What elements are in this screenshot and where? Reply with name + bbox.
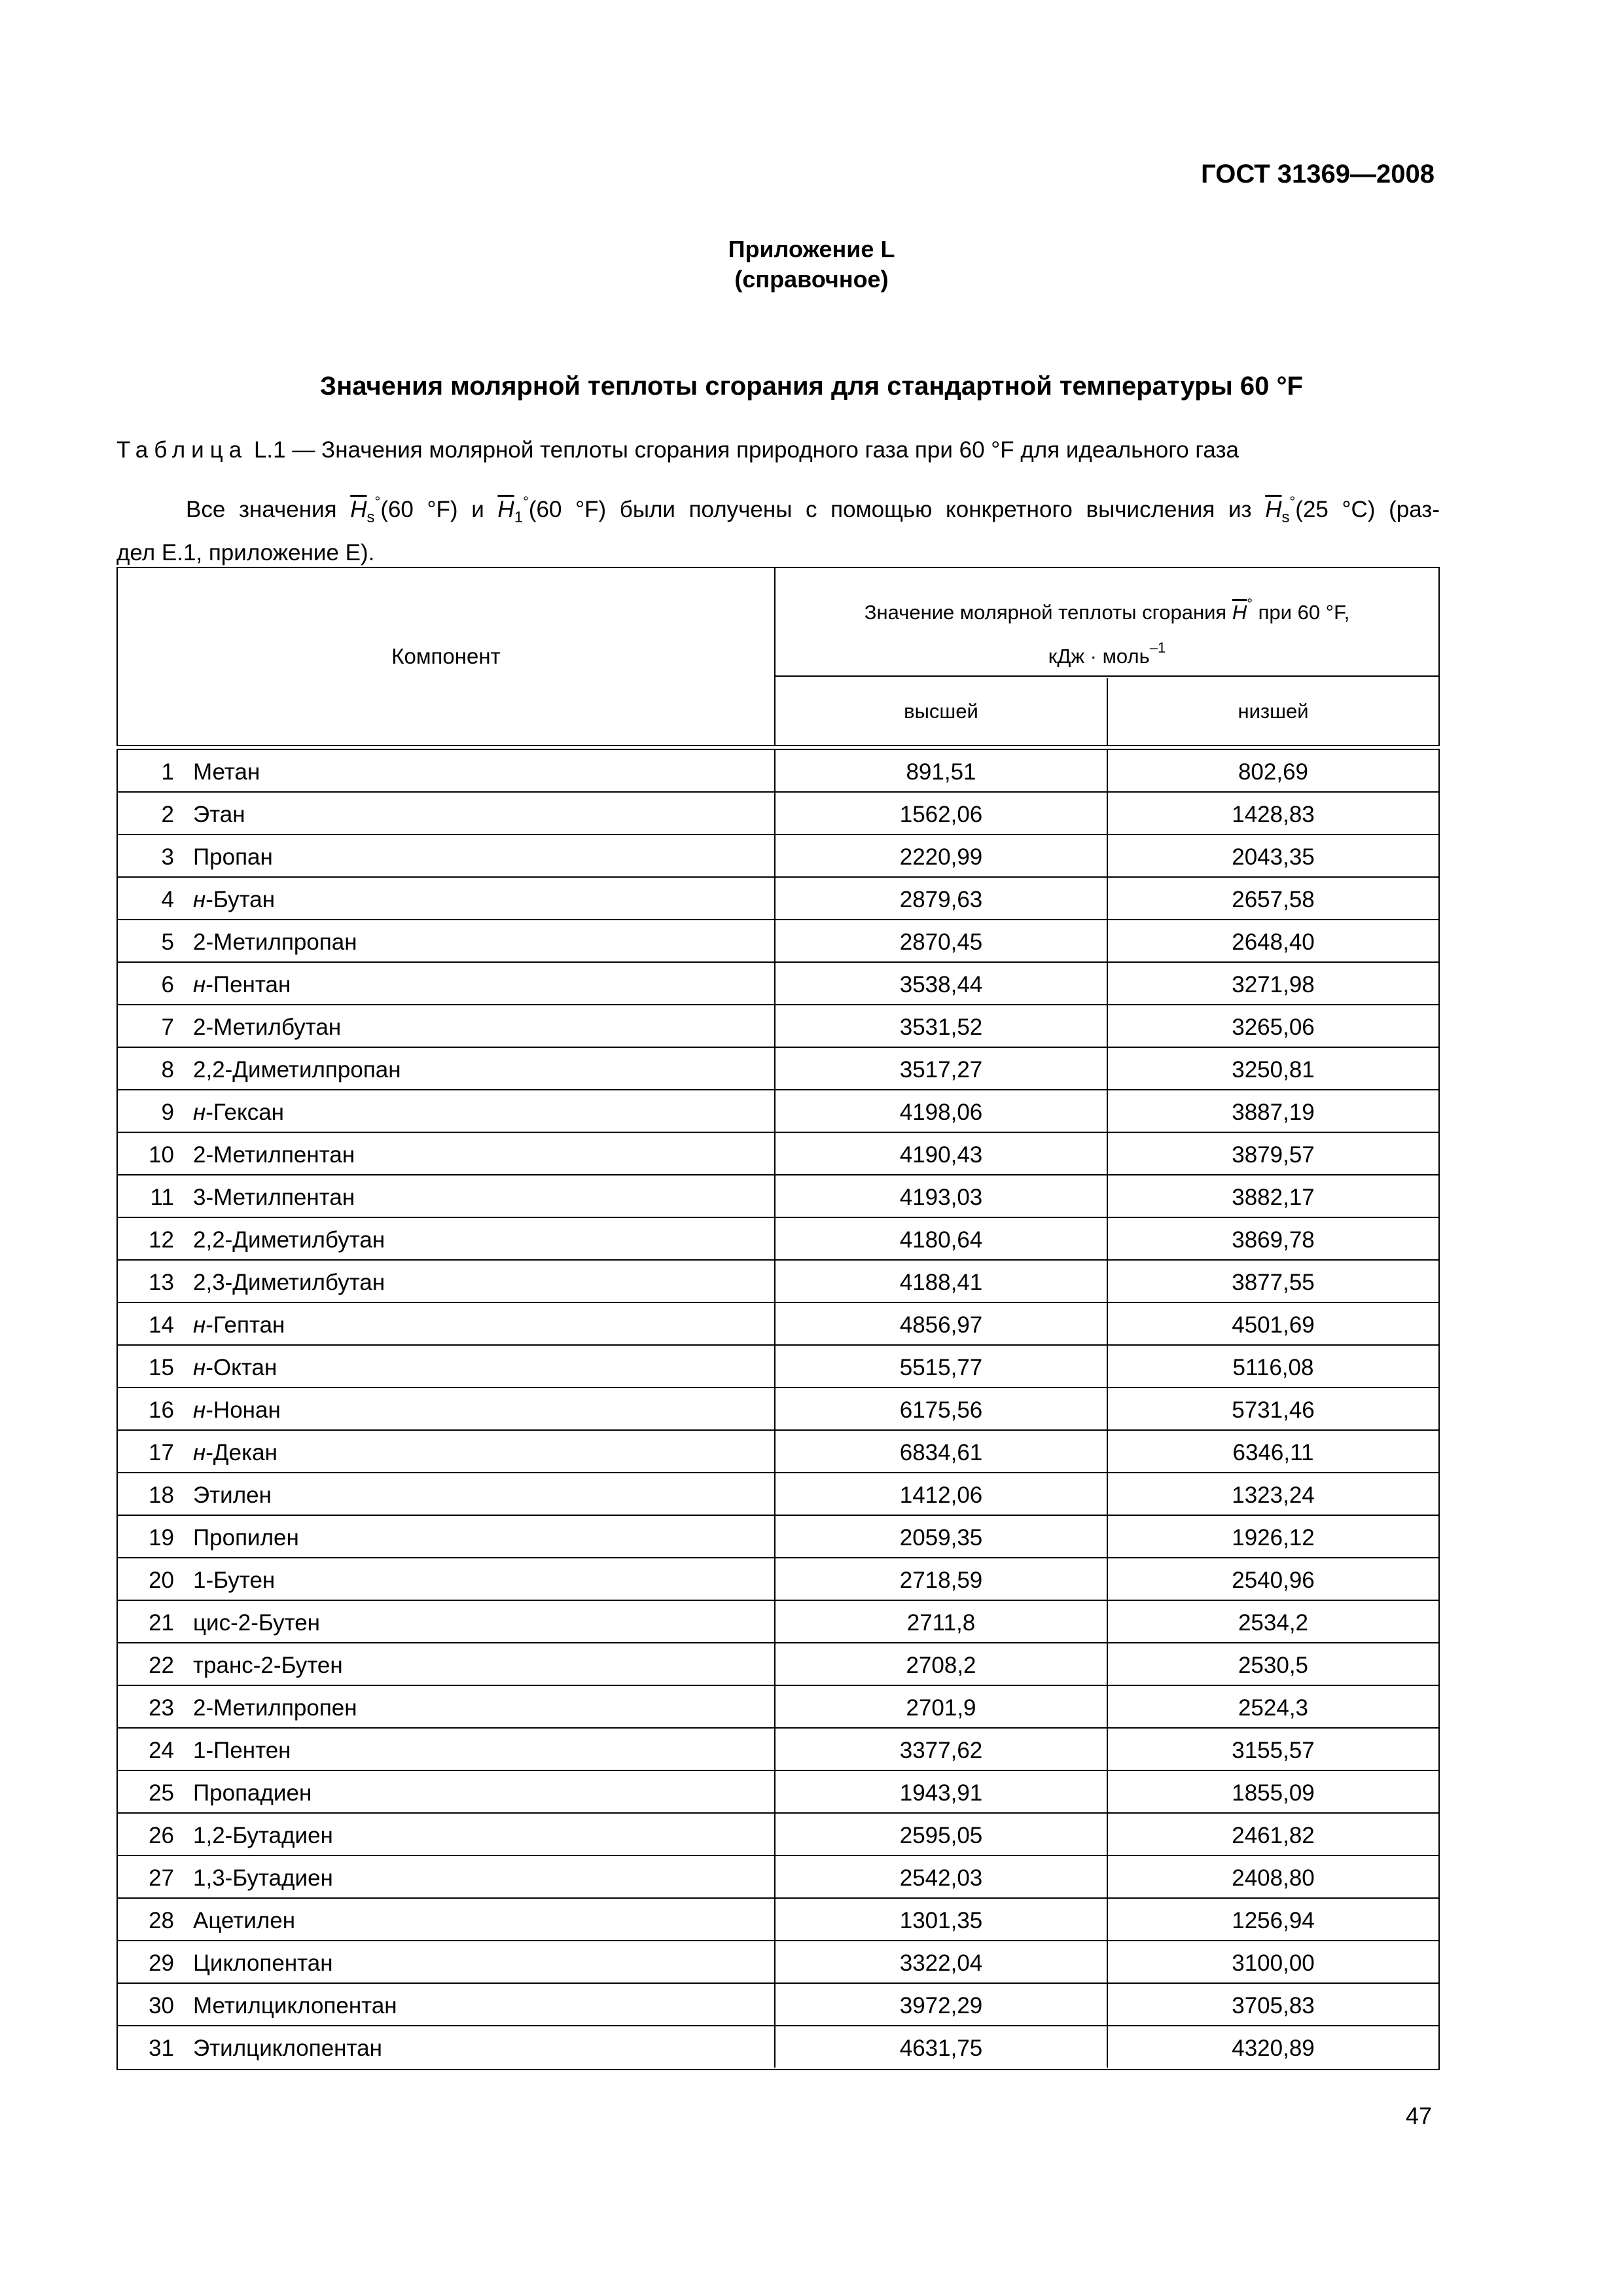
component-prefix: н	[193, 887, 206, 912]
row-number: 1	[161, 759, 174, 785]
component-name-text: 1-Пентен	[193, 1738, 291, 1763]
cell-lower: 4320,89	[1232, 2036, 1315, 2061]
cell-higher: 2059,35	[776, 1516, 1108, 1557]
component-prefix: н	[193, 1355, 206, 1380]
component-name-text: транс-2-Бутен	[193, 1653, 343, 1678]
row-number: 31	[149, 2036, 174, 2061]
row-number: 5	[161, 929, 174, 955]
component-name-text: 2-Метилпропен	[193, 1695, 357, 1721]
row-number: 2	[161, 802, 174, 827]
component-name-text: Ацетилен	[193, 1908, 296, 1933]
cell-higher: 3972,29	[776, 1984, 1108, 2025]
component-name	[193, 1227, 385, 1253]
cell-lower: 6346,11	[1232, 1440, 1314, 1465]
symbol-degree: °	[1289, 493, 1296, 510]
cell-component	[118, 1729, 776, 1770]
row-number: 15	[149, 1355, 174, 1380]
cell-higher: 4193,03	[776, 1175, 1108, 1217]
cell-component	[118, 920, 776, 961]
document-code: ГОСТ 31369—2008	[1201, 160, 1435, 188]
component-name-text: Этилциклопентан	[193, 2036, 382, 2061]
cell-lower: 2043,35	[1232, 844, 1315, 870]
table-row	[118, 835, 1438, 878]
table-row	[118, 1729, 1438, 1771]
row-number: 28	[149, 1908, 174, 1933]
table-row	[118, 1941, 1438, 1984]
cell-lower: 3887,19	[1232, 1100, 1315, 1125]
column-header-value	[776, 568, 1438, 677]
cell-component	[118, 1005, 776, 1047]
component-name	[193, 1738, 291, 1764]
cell-lower: 1855,09	[1232, 1780, 1315, 1806]
table-row	[118, 1686, 1438, 1729]
component-name	[193, 1610, 320, 1636]
table-row	[118, 1303, 1438, 1346]
symbol-degree: °	[374, 493, 381, 510]
table-row	[118, 1558, 1438, 1601]
note-line-1	[116, 484, 1440, 535]
component-name-text: 2-Метилпропан	[193, 929, 357, 955]
cell-lower: 1256,94	[1232, 1908, 1315, 1933]
column-header-value-text: Значение молярной теплоты сгорания	[864, 601, 1227, 624]
appendix-label: Приложение L	[728, 236, 895, 262]
cell-component	[118, 1303, 776, 1344]
component-name-text: 2,2-Диметилбутан	[193, 1227, 385, 1253]
row-number: 24	[149, 1738, 174, 1763]
cell-lower: 3869,78	[1232, 1227, 1315, 1253]
row-number: 27	[149, 1865, 174, 1891]
table-caption-label: Таблица	[116, 437, 248, 463]
cell-component	[118, 1431, 776, 1472]
component-name-text: 2-Метилпентан	[193, 1142, 355, 1168]
component-prefix: н	[193, 1397, 206, 1423]
table-row	[118, 1133, 1438, 1175]
table-row	[118, 1218, 1438, 1261]
component-name	[193, 1057, 401, 1083]
table-row	[118, 1388, 1438, 1431]
component-name	[193, 1865, 333, 1892]
component-name-text: -Гептан	[205, 1312, 285, 1338]
row-number: 26	[149, 1823, 174, 1848]
cell-component	[118, 1218, 776, 1259]
row-number: 14	[149, 1312, 174, 1338]
cell-lower: 2534,2	[1238, 1610, 1309, 1636]
cell-higher: 2595,05	[776, 1814, 1108, 1855]
cell-higher: 4856,97	[776, 1303, 1108, 1344]
table-row	[118, 1771, 1438, 1814]
component-name-text: Этан	[193, 802, 245, 827]
cell-component	[118, 1686, 776, 1727]
symbol-subscript: s	[366, 509, 375, 526]
column-header-value-tail: при 60 °F,	[1253, 601, 1350, 624]
component-name	[193, 1823, 333, 1849]
component-name	[193, 1185, 355, 1211]
note-line-2: дел Е.1, приложение Е).	[116, 540, 375, 565]
cell-higher: 2220,99	[776, 835, 1108, 876]
symbol-subscript: s	[1281, 509, 1290, 526]
symbol-h1: $\overline{H}$	[497, 497, 514, 522]
cell-higher: 2542,03	[776, 1856, 1108, 1897]
cell-component	[118, 2026, 776, 2068]
cell-higher: 2879,63	[776, 878, 1108, 919]
component-name	[193, 1653, 343, 1679]
component-name	[193, 1525, 299, 1551]
component-name-text: Пропадиен	[193, 1780, 312, 1806]
cell-lower: 2530,5	[1238, 1653, 1309, 1678]
component-prefix: н	[193, 1100, 206, 1125]
component-name-text: цис-2-Бутен	[193, 1610, 321, 1636]
cell-component	[118, 1771, 776, 1812]
table-row	[118, 793, 1438, 835]
component-name	[193, 759, 260, 785]
table-row	[118, 920, 1438, 963]
cell-component	[118, 1941, 776, 1982]
table-row	[118, 1984, 1438, 2026]
component-name	[193, 1908, 295, 1934]
row-number: 10	[149, 1142, 174, 1168]
cell-component	[118, 1048, 776, 1089]
symbol-hs: $\overline{H}$	[350, 497, 367, 522]
cell-higher: 4198,06	[776, 1090, 1108, 1132]
row-number: 4	[161, 887, 174, 912]
column-header-unit: кДж · моль	[1048, 645, 1150, 668]
row-number: 21	[149, 1610, 174, 1636]
component-name	[193, 1312, 285, 1338]
cell-higher: 3517,27	[776, 1048, 1108, 1089]
cell-higher: 2711,8	[776, 1601, 1108, 1642]
row-number: 6	[161, 972, 174, 997]
cell-component	[118, 1261, 776, 1302]
cell-lower: 5116,08	[1232, 1355, 1314, 1380]
cell-higher: 891,51	[776, 750, 1108, 791]
cell-lower: 3877,55	[1232, 1270, 1315, 1295]
component-name	[193, 1950, 333, 1977]
cell-lower: 802,69	[1238, 759, 1309, 785]
cell-lower: 2657,58	[1232, 887, 1315, 912]
appendix-heading	[0, 234, 1623, 295]
cell-lower: 2461,82	[1232, 1823, 1315, 1848]
cell-component	[118, 1090, 776, 1132]
row-number: 8	[161, 1057, 174, 1083]
component-name	[193, 1695, 357, 1721]
table-row	[118, 1856, 1438, 1899]
note-text: (60 °F) и	[380, 497, 498, 522]
note-text: (60 °F) были получены с помощью конкретного вычисления из	[528, 497, 1266, 522]
component-prefix: н	[193, 1440, 206, 1465]
cell-higher: 2701,9	[776, 1686, 1108, 1727]
row-number: 12	[149, 1227, 174, 1253]
table-header	[116, 567, 1440, 746]
table-row	[118, 1261, 1438, 1303]
unit-exponent: –1	[1149, 639, 1166, 656]
table-row	[118, 1899, 1438, 1941]
component-name	[193, 1270, 385, 1296]
cell-component	[118, 793, 776, 834]
table-row	[118, 1090, 1438, 1133]
table-row	[118, 878, 1438, 920]
cell-lower: 3271,98	[1232, 972, 1315, 997]
component-name-text: Метан	[193, 759, 260, 785]
component-name-text: 2,3-Диметилбутан	[193, 1270, 385, 1295]
symbol-subscript: 1	[514, 509, 524, 526]
component-name	[193, 1100, 284, 1126]
table-row	[118, 1048, 1438, 1090]
cell-component	[118, 1984, 776, 2025]
table-note	[116, 484, 1440, 571]
component-name	[193, 887, 275, 913]
table-row	[118, 2026, 1438, 2069]
component-name	[193, 929, 357, 956]
component-name-text: -Гексан	[205, 1100, 284, 1125]
symbol-degree: °	[523, 493, 529, 510]
cell-component	[118, 1601, 776, 1642]
component-name-text: 1-Бутен	[193, 1568, 276, 1593]
component-name	[193, 1397, 281, 1424]
cell-lower: 3705,83	[1232, 1993, 1315, 2018]
cell-component	[118, 1643, 776, 1685]
row-number: 16	[149, 1397, 174, 1423]
cell-higher: 4180,64	[776, 1218, 1108, 1259]
row-number: 9	[161, 1100, 174, 1125]
cell-higher: 6834,61	[776, 1431, 1108, 1472]
row-number: 20	[149, 1568, 174, 1593]
data-table	[116, 749, 1440, 2070]
component-name-text: Циклопентан	[193, 1950, 333, 1976]
cell-higher: 2870,45	[776, 920, 1108, 961]
cell-lower: 3879,57	[1232, 1142, 1315, 1168]
row-number: 22	[149, 1653, 174, 1678]
symbol-hs: $\overline{H}$	[1265, 497, 1282, 522]
component-name-text: 1,2-Бутадиен	[193, 1823, 333, 1848]
cell-higher: 3377,62	[776, 1729, 1108, 1770]
row-number: 19	[149, 1525, 174, 1551]
cell-higher: 6175,56	[776, 1388, 1108, 1429]
cell-lower: 2408,80	[1232, 1865, 1315, 1891]
component-name	[193, 802, 245, 828]
cell-higher: 5515,77	[776, 1346, 1108, 1387]
column-header-higher: высшей	[776, 678, 1108, 745]
row-number: 18	[149, 1482, 174, 1508]
component-name	[193, 1440, 277, 1466]
cell-lower: 4501,69	[1232, 1312, 1315, 1338]
table-row	[118, 963, 1438, 1005]
cell-higher: 3538,44	[776, 963, 1108, 1004]
cell-higher: 4190,43	[776, 1133, 1108, 1174]
cell-higher: 2708,2	[776, 1643, 1108, 1685]
component-name-text: -Пентан	[205, 972, 291, 997]
cell-higher: 4631,75	[776, 2026, 1108, 2068]
cell-component	[118, 1346, 776, 1387]
component-name	[193, 1993, 397, 2019]
cell-lower: 2648,40	[1232, 929, 1315, 955]
component-name-text: 1,3-Бутадиен	[193, 1865, 333, 1891]
table-row	[118, 1814, 1438, 1856]
component-name	[193, 1568, 275, 1594]
row-number: 29	[149, 1950, 174, 1976]
symbol-degree: °	[1247, 596, 1253, 612]
table-row	[118, 1175, 1438, 1218]
cell-higher: 1562,06	[776, 793, 1108, 834]
cell-higher: 1943,91	[776, 1771, 1108, 1812]
row-number: 17	[149, 1440, 174, 1465]
cell-component	[118, 878, 776, 919]
cell-component	[118, 1516, 776, 1557]
cell-higher: 2718,59	[776, 1558, 1108, 1600]
cell-higher: 1301,35	[776, 1899, 1108, 1940]
cell-component	[118, 1814, 776, 1855]
cell-lower: 2540,96	[1232, 1568, 1315, 1593]
cell-higher: 1412,06	[776, 1473, 1108, 1515]
row-number: 25	[149, 1780, 174, 1806]
component-name	[193, 1482, 272, 1509]
component-name-text: -Декан	[205, 1440, 277, 1465]
cell-higher: 3531,52	[776, 1005, 1108, 1047]
cell-component	[118, 1175, 776, 1217]
appendix-type: (справочное)	[734, 266, 889, 293]
cell-higher: 4188,41	[776, 1261, 1108, 1302]
table-row	[118, 750, 1438, 793]
cell-higher: 3322,04	[776, 1941, 1108, 1982]
component-name-text: Пропилен	[193, 1525, 299, 1551]
row-number: 3	[161, 844, 174, 870]
cell-component	[118, 1473, 776, 1515]
row-number: 13	[149, 1270, 174, 1295]
row-number: 23	[149, 1695, 174, 1721]
component-name-text: Этилен	[193, 1482, 272, 1508]
column-header-lower: низшей	[1238, 700, 1309, 723]
component-name-text: 3-Метилпентан	[193, 1185, 355, 1210]
page-title: Значения молярной теплоты сгорания для стандартной температуры 60 °F	[320, 372, 1303, 401]
cell-lower: 3250,81	[1232, 1057, 1315, 1083]
table-row	[118, 1005, 1438, 1048]
table-row	[118, 1643, 1438, 1686]
component-name	[193, 1355, 277, 1381]
cell-lower: 3155,57	[1232, 1738, 1315, 1763]
table-row	[118, 1473, 1438, 1516]
cell-lower: 1428,83	[1232, 802, 1315, 827]
cell-lower: 2524,3	[1238, 1695, 1309, 1721]
cell-component	[118, 750, 776, 791]
component-name	[193, 2036, 382, 2062]
cell-component	[118, 835, 776, 876]
cell-component	[118, 1856, 776, 1897]
table-row	[118, 1431, 1438, 1473]
note-text: (25 °C) (раз-	[1295, 497, 1440, 522]
cell-lower: 1323,24	[1232, 1482, 1315, 1508]
symbol-h: $\overline{H}$	[1232, 601, 1247, 624]
component-name-text: -Октан	[205, 1355, 277, 1380]
component-name	[193, 972, 291, 998]
cell-lower: 3265,06	[1232, 1014, 1315, 1040]
table-row	[118, 1346, 1438, 1388]
component-name-text: -Нонан	[205, 1397, 281, 1423]
column-header-component: Компонент	[118, 568, 776, 745]
cell-lower: 5731,46	[1232, 1397, 1315, 1423]
cell-component	[118, 963, 776, 1004]
component-name	[193, 1014, 341, 1041]
cell-lower: 3100,00	[1232, 1950, 1315, 1976]
table-caption	[116, 437, 1239, 463]
cell-component	[118, 1133, 776, 1174]
component-name-text: Метилциклопентан	[193, 1993, 397, 2018]
component-name	[193, 844, 273, 870]
component-name-text: -Бутан	[205, 887, 276, 912]
table-row	[118, 1601, 1438, 1643]
page-number: 47	[1405, 2102, 1432, 2129]
row-number: 7	[161, 1014, 174, 1040]
component-prefix: н	[193, 972, 206, 997]
row-number: 30	[149, 1993, 174, 2018]
row-number: 11	[150, 1185, 174, 1210]
cell-component	[118, 1558, 776, 1600]
component-name	[193, 1780, 312, 1806]
component-name-text: Пропан	[193, 844, 273, 870]
cell-component	[118, 1899, 776, 1940]
note-text: Все значения	[186, 497, 351, 522]
component-name-text: 2,2-Диметилпропан	[193, 1057, 401, 1083]
cell-component	[118, 1388, 776, 1429]
component-name	[193, 1142, 355, 1168]
table-row	[118, 1516, 1438, 1558]
component-prefix: н	[193, 1312, 206, 1338]
table-caption-text: L.1 — Значения молярной теплоты сгорания природного газа при 60 °F для идеального газа	[247, 437, 1240, 463]
component-name-text: 2-Метилбутан	[193, 1014, 342, 1040]
cell-lower: 3882,17	[1232, 1185, 1315, 1210]
cell-lower: 1926,12	[1232, 1525, 1315, 1551]
